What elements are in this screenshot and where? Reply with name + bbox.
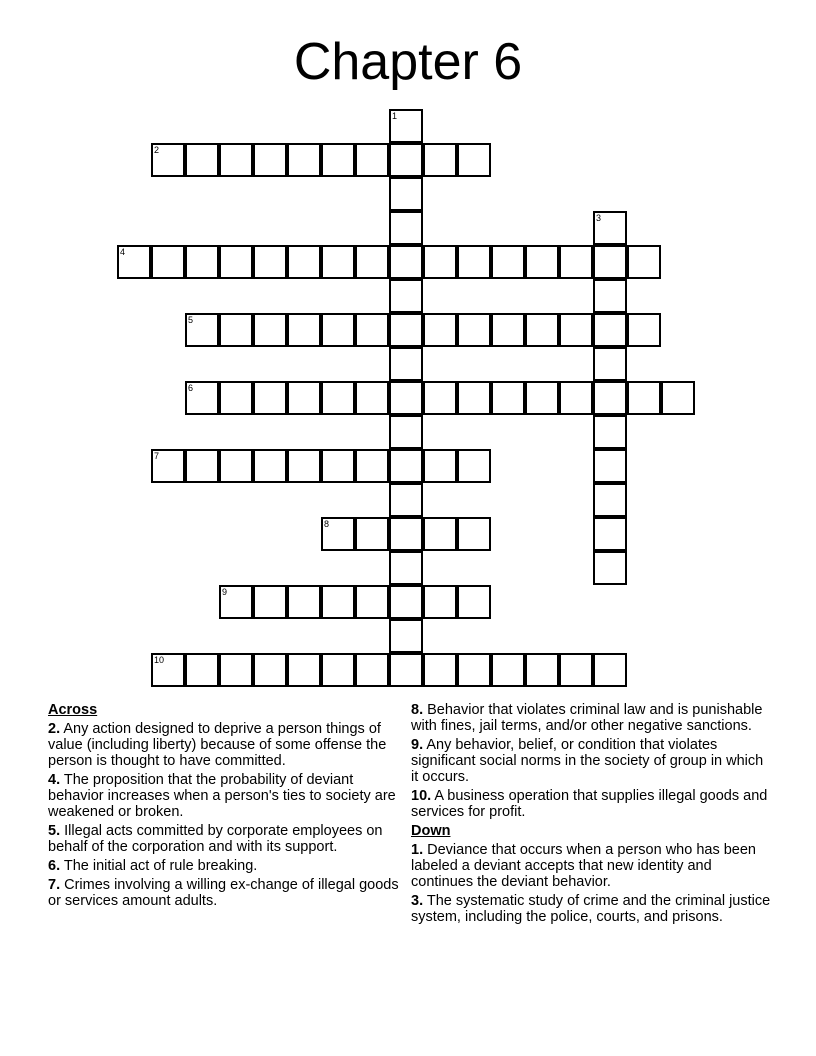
grid-cell[interactable] <box>321 381 355 415</box>
grid-cell[interactable] <box>423 313 457 347</box>
grid-cell[interactable] <box>219 245 253 279</box>
down-heading: Down <box>411 823 451 839</box>
grid-cell[interactable] <box>457 585 491 619</box>
grid-cell[interactable] <box>151 449 185 483</box>
grid-cell[interactable] <box>457 245 491 279</box>
clue-text: Any action designed to deprive a person things of value (including liberty) because of some offense the person is thought to have committed. <box>48 721 387 769</box>
grid-cell[interactable] <box>593 653 627 687</box>
grid-cell[interactable] <box>457 313 491 347</box>
grid-cell[interactable] <box>389 279 423 313</box>
grid-cell[interactable] <box>117 245 151 279</box>
grid-cell[interactable] <box>593 449 627 483</box>
grid-cell[interactable] <box>355 313 389 347</box>
clue-number-label: 9 <box>222 587 228 597</box>
clue-number: 9. <box>411 737 424 753</box>
grid-cell[interactable] <box>355 449 389 483</box>
grid-cell[interactable] <box>593 415 627 449</box>
clue-text: A business operation that supplies illegal goods and services for profit. <box>411 788 768 820</box>
clue-down-1 <box>411 842 771 890</box>
grid-cell[interactable] <box>219 585 253 619</box>
grid-cell[interactable] <box>593 279 627 313</box>
grid-cell[interactable] <box>287 245 321 279</box>
clue-number: 7. <box>48 877 61 893</box>
grid-cell[interactable] <box>219 143 253 177</box>
grid-cell[interactable] <box>423 517 457 551</box>
grid-cell[interactable] <box>287 381 321 415</box>
grid-cell[interactable] <box>593 211 627 245</box>
grid-cell[interactable] <box>559 381 593 415</box>
grid-cell[interactable] <box>185 449 219 483</box>
clue-number-label: 1 <box>392 111 398 121</box>
clues-left-column <box>48 702 400 912</box>
clue-across-6 <box>48 858 400 874</box>
grid-cell[interactable] <box>321 585 355 619</box>
clue-text: The initial act of rule breaking. <box>63 858 258 874</box>
clue-number: 6. <box>48 858 61 874</box>
grid-cell[interactable] <box>151 143 185 177</box>
clue-across-7 <box>48 877 400 909</box>
clue-number: 8. <box>411 702 424 718</box>
grid-cell[interactable] <box>525 381 559 415</box>
clue-text: Any behavior, belief, or condition that violates significant social norms in the society of group in which it occurs. <box>411 737 764 785</box>
grid-cell[interactable] <box>287 313 321 347</box>
clue-number: 2. <box>48 721 61 737</box>
clue-text: Crimes involving a willing ex-change of illegal goods or services amount adults. <box>48 877 399 909</box>
grid-cell[interactable] <box>185 245 219 279</box>
grid-cell[interactable] <box>457 517 491 551</box>
grid-cell[interactable] <box>491 381 525 415</box>
clue-text: The systematic study of crime and the criminal justice system, including the police, courts, and prisons. <box>411 893 771 925</box>
grid-cell[interactable] <box>389 313 423 347</box>
grid-cell[interactable] <box>389 177 423 211</box>
grid-cell[interactable] <box>389 585 423 619</box>
grid-cell[interactable] <box>491 313 525 347</box>
grid-cell[interactable] <box>253 653 287 687</box>
grid-cell[interactable] <box>389 347 423 381</box>
grid-cell[interactable] <box>423 381 457 415</box>
grid-cell[interactable] <box>253 381 287 415</box>
clue-text: Illegal acts committed by corporate employees on behalf of the corporation and with its support. <box>48 823 383 855</box>
grid-cell[interactable] <box>389 517 423 551</box>
grid-cell[interactable] <box>185 653 219 687</box>
grid-cell[interactable] <box>627 313 661 347</box>
grid-cell[interactable] <box>355 245 389 279</box>
grid-cell[interactable] <box>389 653 423 687</box>
grid-cell[interactable] <box>355 143 389 177</box>
clue-number: 1. <box>411 842 424 858</box>
grid-cell[interactable] <box>457 143 491 177</box>
clue-number-label: 4 <box>120 247 126 257</box>
grid-cell[interactable] <box>389 143 423 177</box>
grid-cell[interactable] <box>627 245 661 279</box>
grid-cell[interactable] <box>457 653 491 687</box>
grid-cell[interactable] <box>423 143 457 177</box>
clue-number-label: 8 <box>324 519 330 529</box>
clue-number-label: 7 <box>154 451 160 461</box>
clue-across-5 <box>48 823 400 855</box>
clue-across-2 <box>48 721 400 769</box>
grid-cell[interactable] <box>151 653 185 687</box>
clue-text: Behavior that violates criminal law and is punishable with fines, jail terms, and/or other negative sanctions. <box>411 702 763 734</box>
grid-cell[interactable] <box>389 109 423 143</box>
grid-cell[interactable] <box>287 585 321 619</box>
grid-cell[interactable] <box>219 653 253 687</box>
clue-number-label: 10 <box>154 655 165 665</box>
clue-across-10 <box>411 788 771 820</box>
grid-cell[interactable] <box>559 313 593 347</box>
grid-cell[interactable] <box>593 245 627 279</box>
grid-cell[interactable] <box>457 381 491 415</box>
grid-cell[interactable] <box>627 381 661 415</box>
grid-cell[interactable] <box>559 653 593 687</box>
grid-cell[interactable] <box>389 415 423 449</box>
grid-cell[interactable] <box>355 517 389 551</box>
grid-cell[interactable] <box>423 245 457 279</box>
grid-cell[interactable] <box>525 313 559 347</box>
clue-number-label: 3 <box>596 213 602 223</box>
grid-cell[interactable] <box>185 143 219 177</box>
grid-cell[interactable] <box>287 143 321 177</box>
grid-cell[interactable] <box>389 245 423 279</box>
grid-cell[interactable] <box>321 143 355 177</box>
grid-cell[interactable] <box>525 245 559 279</box>
grid-cell[interactable] <box>321 653 355 687</box>
clue-number: 4. <box>48 772 61 788</box>
grid-cell[interactable] <box>355 653 389 687</box>
grid-cell[interactable] <box>491 245 525 279</box>
grid-cell[interactable] <box>185 313 219 347</box>
grid-cell[interactable] <box>593 381 627 415</box>
grid-cell[interactable] <box>423 449 457 483</box>
clue-across-8 <box>411 702 771 734</box>
grid-cell[interactable] <box>287 653 321 687</box>
clue-number: 5. <box>48 823 61 839</box>
grid-cell[interactable] <box>593 551 627 585</box>
grid-cell[interactable] <box>389 449 423 483</box>
grid-cell[interactable] <box>423 585 457 619</box>
grid-cell[interactable] <box>389 483 423 517</box>
clue-number: 10. <box>411 788 432 804</box>
grid-cell[interactable] <box>661 381 695 415</box>
grid-cell[interactable] <box>185 381 219 415</box>
grid-cell[interactable] <box>253 143 287 177</box>
clue-number: 3. <box>411 893 424 909</box>
grid-cell[interactable] <box>389 551 423 585</box>
grid-cell[interactable] <box>389 211 423 245</box>
grid-cell[interactable] <box>219 313 253 347</box>
grid-cell[interactable] <box>151 245 185 279</box>
page-title: Chapter 6 <box>293 33 523 91</box>
grid-cell[interactable] <box>525 653 559 687</box>
clue-number-label: 5 <box>188 315 194 325</box>
grid-cell[interactable] <box>355 381 389 415</box>
clues-right-column <box>411 702 771 928</box>
grid-cell[interactable] <box>253 585 287 619</box>
grid-cell[interactable] <box>355 585 389 619</box>
grid-cell[interactable] <box>321 517 355 551</box>
grid-cell[interactable] <box>253 245 287 279</box>
grid-cell[interactable] <box>321 449 355 483</box>
grid-cell[interactable] <box>593 347 627 381</box>
grid-cell[interactable] <box>219 449 253 483</box>
grid-cell[interactable] <box>593 313 627 347</box>
grid-cell[interactable] <box>389 619 423 653</box>
grid-cell[interactable] <box>253 449 287 483</box>
across-heading: Across <box>48 702 98 718</box>
grid-cell[interactable] <box>321 245 355 279</box>
clue-across-9 <box>411 737 771 785</box>
clue-number-label: 6 <box>188 383 194 393</box>
grid-cell[interactable] <box>423 653 457 687</box>
grid-cell[interactable] <box>559 245 593 279</box>
clue-text: Deviance that occurs when a person who has been labeled a deviant accepts that new identity and continues the deviant behavior. <box>411 842 756 890</box>
clue-down-3 <box>411 893 771 925</box>
grid-cell[interactable] <box>389 381 423 415</box>
grid-cell[interactable] <box>491 653 525 687</box>
grid-cell[interactable] <box>287 449 321 483</box>
grid-cell[interactable] <box>321 313 355 347</box>
clue-text: The proposition that the probability of deviant behavior increases when a person's ties to society are weakened or broken. <box>48 772 396 820</box>
grid-cell[interactable] <box>219 381 253 415</box>
grid-cell[interactable] <box>593 517 627 551</box>
clue-number-label: 2 <box>154 145 160 155</box>
grid-cell[interactable] <box>593 483 627 517</box>
clue-across-4 <box>48 772 400 820</box>
grid-cell[interactable] <box>457 449 491 483</box>
grid-cell[interactable] <box>253 313 287 347</box>
